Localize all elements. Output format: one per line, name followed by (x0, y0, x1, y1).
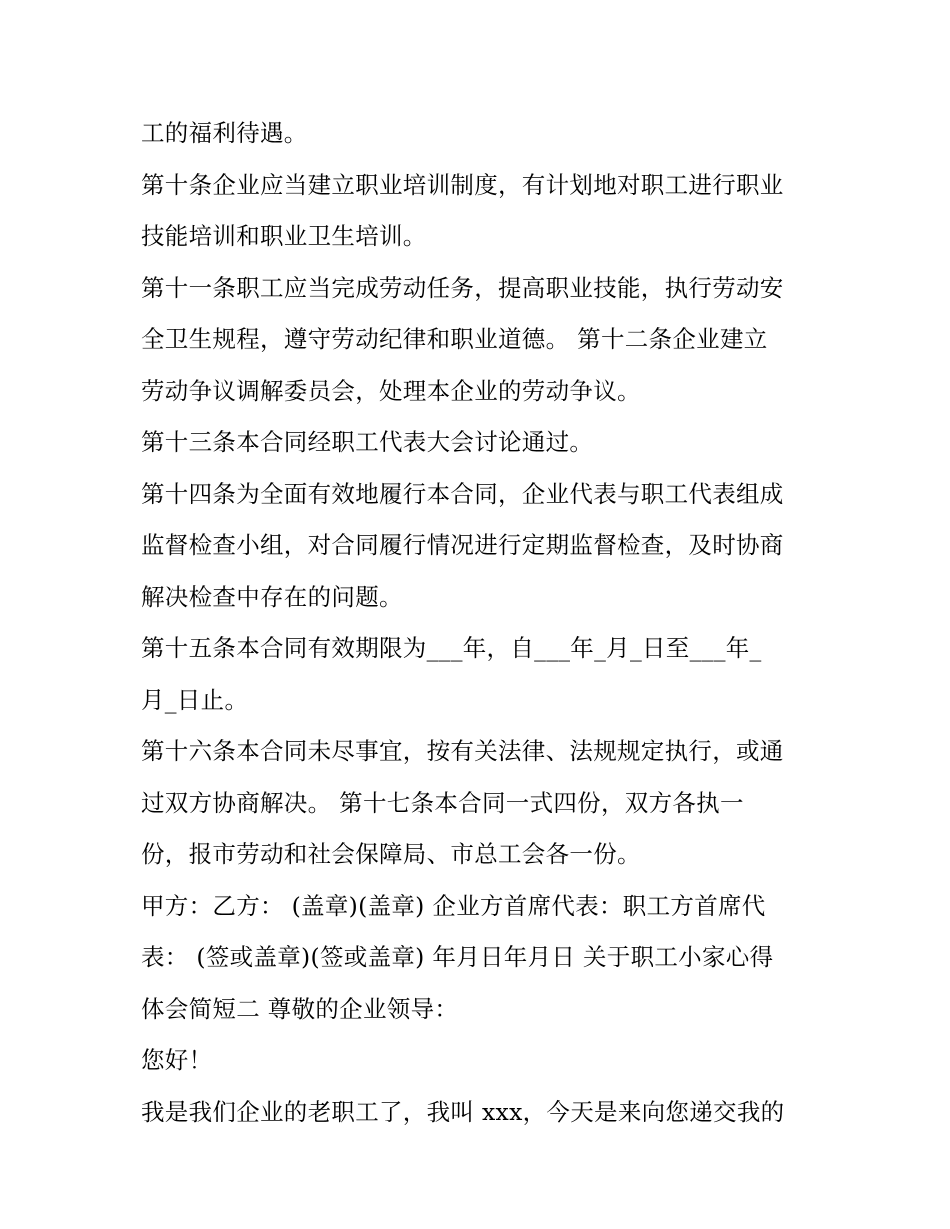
text-line: 份，报市劳动和社会保障局、市总工会各一份。 (141, 840, 641, 868)
text-line: 劳动争议调解委员会，处理本企业的劳动争议。 (141, 376, 641, 405)
text-line: 工的福利待遇。 (141, 119, 308, 147)
text-line: 第十条企业应当建立职业培训制度，有计划地对职工进行职业 (141, 170, 784, 199)
text-line: 技能培训和职业卫生培训。 (141, 222, 427, 250)
text-line: 第十三条本合同经职工代表大会讨论通过。 (141, 428, 594, 456)
text-line: 第十六条本合同未尽事宜，按有关法律、法规规定执行，或通 (141, 737, 784, 765)
text-line: 您好！ (141, 1046, 213, 1074)
text-line: 月_日止。 (141, 685, 249, 714)
text-line: 体会简短二 尊敬的企业领导： (141, 994, 459, 1023)
text-line: 全卫生规程，遵守劳动纪律和职业道德。 第十二条企业建立 (141, 325, 768, 353)
text-line: 监督检查小组，对合同履行情况进行定期监督检查，及时协商 (141, 531, 784, 559)
text-line: 过双方协商解决。 第十七条本合同一式四份，双方各执一 (141, 788, 744, 817)
text-line: 解决检查中存在的问题。 (141, 582, 403, 611)
text-line: 表： (签或盖章)(签或盖章) 年月日年月日 关于职工小家心得 (141, 943, 774, 971)
text-line: 我是我们企业的老职工了，我叫 xxx，今天是来向您递交我的 (141, 1097, 785, 1126)
text-line: 第十四条为全面有效地履行本合同，企业代表与职工代表组成 (141, 479, 784, 508)
text-line: 第十一条职工应当完成劳动任务，提高职业技能，执行劳动安 (141, 273, 784, 302)
document-body (141, 108, 821, 1138)
text-line: 第十五条本合同有效期限为___年，自___年_月_日至___年_ (141, 634, 762, 662)
text-line: 甲方：乙方： (盖章)(盖章) 企业方首席代表：职工方首席代 (141, 891, 766, 920)
